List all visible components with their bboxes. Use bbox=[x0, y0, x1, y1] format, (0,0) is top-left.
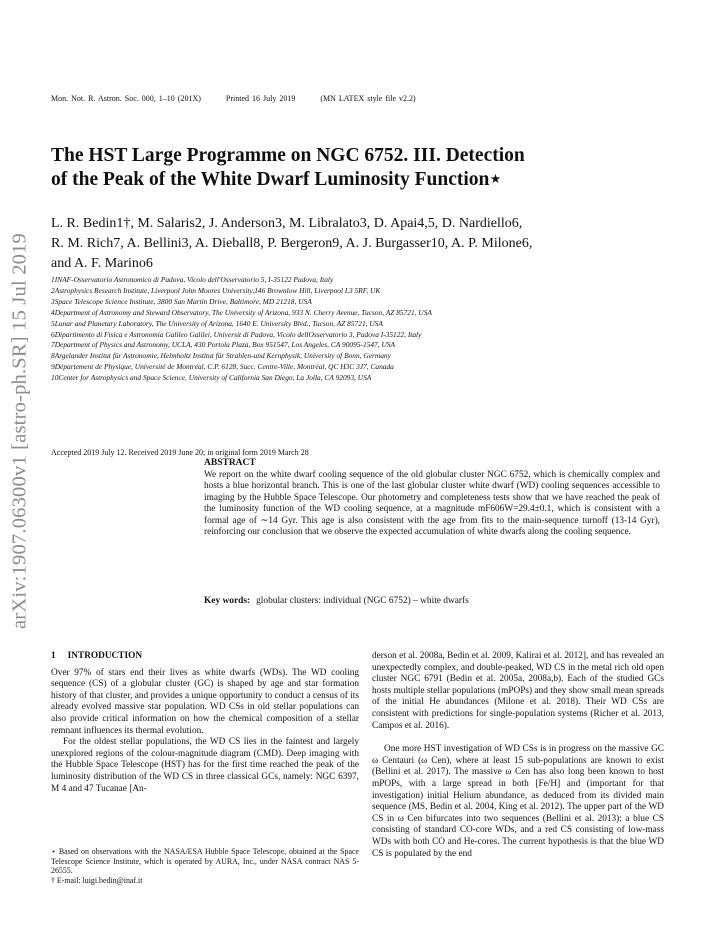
journal-reference: Mon. Not. R. Astron. Soc. 000, 1–10 (201X) bbox=[51, 94, 201, 103]
title-line-1: The HST Large Programme on NGC 6752. III. Detection bbox=[51, 145, 525, 166]
intro-paragraph-3: One more HST investigation of WD CSs is in progress on the massive GC ω Centauri (ω Cen), where at least 15 sub-populations are known to exist (Bellini et al. 2017). The massive ω Cen has also long been known to host mPOPs, with a large spread in both [Fe/H] and (important for that investigation) initial Helium abundance, as deduced from its divided main sequence (MS, Bedin et al. 2004, King et al. 2012). The upper part of the WD CS in ω Cen bifurcates into two sequences (Bellini et al. 2013): a blue CS consisting of standard CO-core WDs, and a red CS consisting of low-mass WDs with both CO and He-cores. The current hypothesis is that the blue WD CS is populated by the end bbox=[372, 744, 664, 859]
arxiv-stamp-text: arXiv:1907.06300v1 [astro-ph.SR] 15 Jul 2019 bbox=[8, 233, 31, 629]
intro-paragraph-2-continued: derson et al. 2008a, Bedin et al. 2009, Kalirai et al. 2012], and has revealed an unexpectedly complex, and double-peaked, WD CS in the metal rich old open cluster NGC 6791 (Bedin et al. 2005a, 2008a,b). Each of the studied GCs hosts multiple stellar populations (mPOPs) and they show small mean spreads of the initial He abundances (Milone et al. 2018). Their WD CSs are consistent with predictions for single-population systems (Richer et al. 2013, Campos et al. 2016). bbox=[372, 651, 664, 731]
keywords-text: globular clusters: individual (NGC 6752) – white dwarfs bbox=[256, 596, 469, 606]
style-file: (MN LATEX style file v2.2) bbox=[320, 94, 416, 103]
authors-line-1: L. R. Bedin1†, M. Salaris2, J. Anderson3, M. Libralato3, D. Apai4,5, D. Nardiello6, bbox=[51, 216, 523, 231]
acceptance-dates: Accepted 2019 July 12. Received 2019 June 20; in original form 2019 March 28 bbox=[51, 448, 309, 457]
affiliation: 5Lunar and Planetary Laboratory, The University of Arizona, 1640 E. University Blvd., Tucson, AZ 85721, USA bbox=[51, 318, 383, 328]
section-heading bbox=[51, 651, 359, 663]
intro-paragraph-1: Over 97% of stars end their lives as white dwarfs (WDs). The WD cooling sequence (CS) of a globular cluster (GC) is shaped by age and star formation history of that cluster, and provides a unique opportunity to conduct a census of its already evolved massive star population. WD CSs in old stellar populations can also provide critical information on how the chemical composition of a stellar remnant influences its thermal evolution. bbox=[51, 667, 359, 736]
section-number: 1 bbox=[51, 651, 56, 661]
keywords-label: Key words: bbox=[204, 596, 251, 606]
left-column bbox=[51, 651, 359, 795]
affiliation: 1INAF-Osservatorio Astronomico di Padova, Vicolo dell'Osservatorio 5, I-35122 Padova, Italy bbox=[51, 275, 334, 284]
affiliation: 3Space Telescope Science Institute, 3800 San Martin Drive, Baltimore, MD 21218, USA bbox=[51, 296, 312, 306]
footnotes bbox=[51, 847, 359, 885]
affiliation: 7Department of Physics and Astronomy, UCLA, 430 Portola Plaza, Box 951547, Los Angeles, CA 90095-1547, USA bbox=[51, 340, 395, 350]
affiliation: 10Center for Astrophysics and Space Science, University of California San Diego, La Jolla, CA 92093, USA bbox=[51, 373, 372, 383]
section-title: INTRODUCTION bbox=[67, 651, 143, 661]
affiliation: 4Department of Astronomy and Steward Observatory, The University of Arizona, 933 N. Cherry Avenue, Tucson, AZ 85721, USA bbox=[51, 307, 432, 317]
affiliation: 6Dipartimento di Fisica e Astronomia Galileo Galilei, Universit di Padova, Vicolo dellOsservatorio 3, Padova I-35122, Italy bbox=[51, 329, 422, 339]
abstract bbox=[204, 458, 660, 539]
keywords bbox=[204, 596, 469, 606]
running-header bbox=[51, 94, 438, 103]
affiliation: 9Département de Physique, Université de Montréal, C.P. 6128, Succ. Centre-Ville, Montréal, QC H3C 3J7, Canada bbox=[51, 362, 394, 372]
footnote-dagger: † E-mail: luigi.bedin@inaf.it bbox=[51, 875, 143, 885]
arxiv-stamp bbox=[2, 186, 38, 676]
author-list bbox=[51, 214, 671, 274]
intro-paragraph-2: For the oldest stellar populations, the WD CS lies in the faintest and largely unexplored regions of the colour-magnitude diagram (CMD). Deep imaging with the Hubble Space Telescope (HST) has for the first time reached the peak of the luminosity distribution of the WD CS in three classical GCs, namely: NGC 6397, M 4 and 47 Tucanae [An- bbox=[51, 737, 359, 794]
affiliation: 2Astrophysics Research Institute, Liverpool John Moores University,146 Brownlow Hill, Liverpool L3 5RF, UK bbox=[51, 285, 381, 295]
authors-line-3: and A. F. Marino6 bbox=[51, 256, 153, 271]
abstract-heading: ABSTRACT bbox=[204, 458, 256, 468]
authors-line-2: R. M. Rich7, A. Bellini3, A. Dieball8, P. Bergeron9, A. J. Burgasser10, A. P. Milone6, bbox=[51, 236, 533, 251]
affiliations bbox=[51, 275, 671, 384]
affiliation: 8Argelander Institut für Astronomie, Helmholtz Institut für Strahlen-und Kernphysik, University of Bonn, Germany bbox=[51, 351, 391, 361]
paper-title bbox=[51, 144, 661, 192]
abstract-text: We report on the white dwarf cooling sequence of the old globular cluster NGC 6752, which is chemically complex and hosts a blue horizontal branch. This is one of the last globular cluster white dwarf (WD) cooling sequences accessible to imaging by the Hubble Space Telescope. Our photometry and completeness tests show that we have reached the peak of the luminosity function of the WD cooling sequence, at a magnitude mF606W=29.4±0.1, which is consistent with a formal age of ∼14 Gyr. This age is also consistent with the age from fits to the main-sequence turnoff (13-14 Gyr), reinforcing our conclusion that we observe the expected accumulation of white dwarfs along the cooling sequence. bbox=[204, 469, 660, 537]
footnote-star: ⋆ Based on observations with the NASA/ESA Hubble Space Telescope, obtained at the Space Telescope Science Institute, which is operated by AURA, Inc., under NASA contract NAS 5-26555. bbox=[51, 847, 359, 876]
right-column bbox=[372, 651, 664, 860]
printed-date: Printed 16 July 2019 bbox=[225, 94, 296, 103]
title-line-2: of the Peak of the White Dwarf Luminosity Function⋆ bbox=[51, 169, 502, 190]
